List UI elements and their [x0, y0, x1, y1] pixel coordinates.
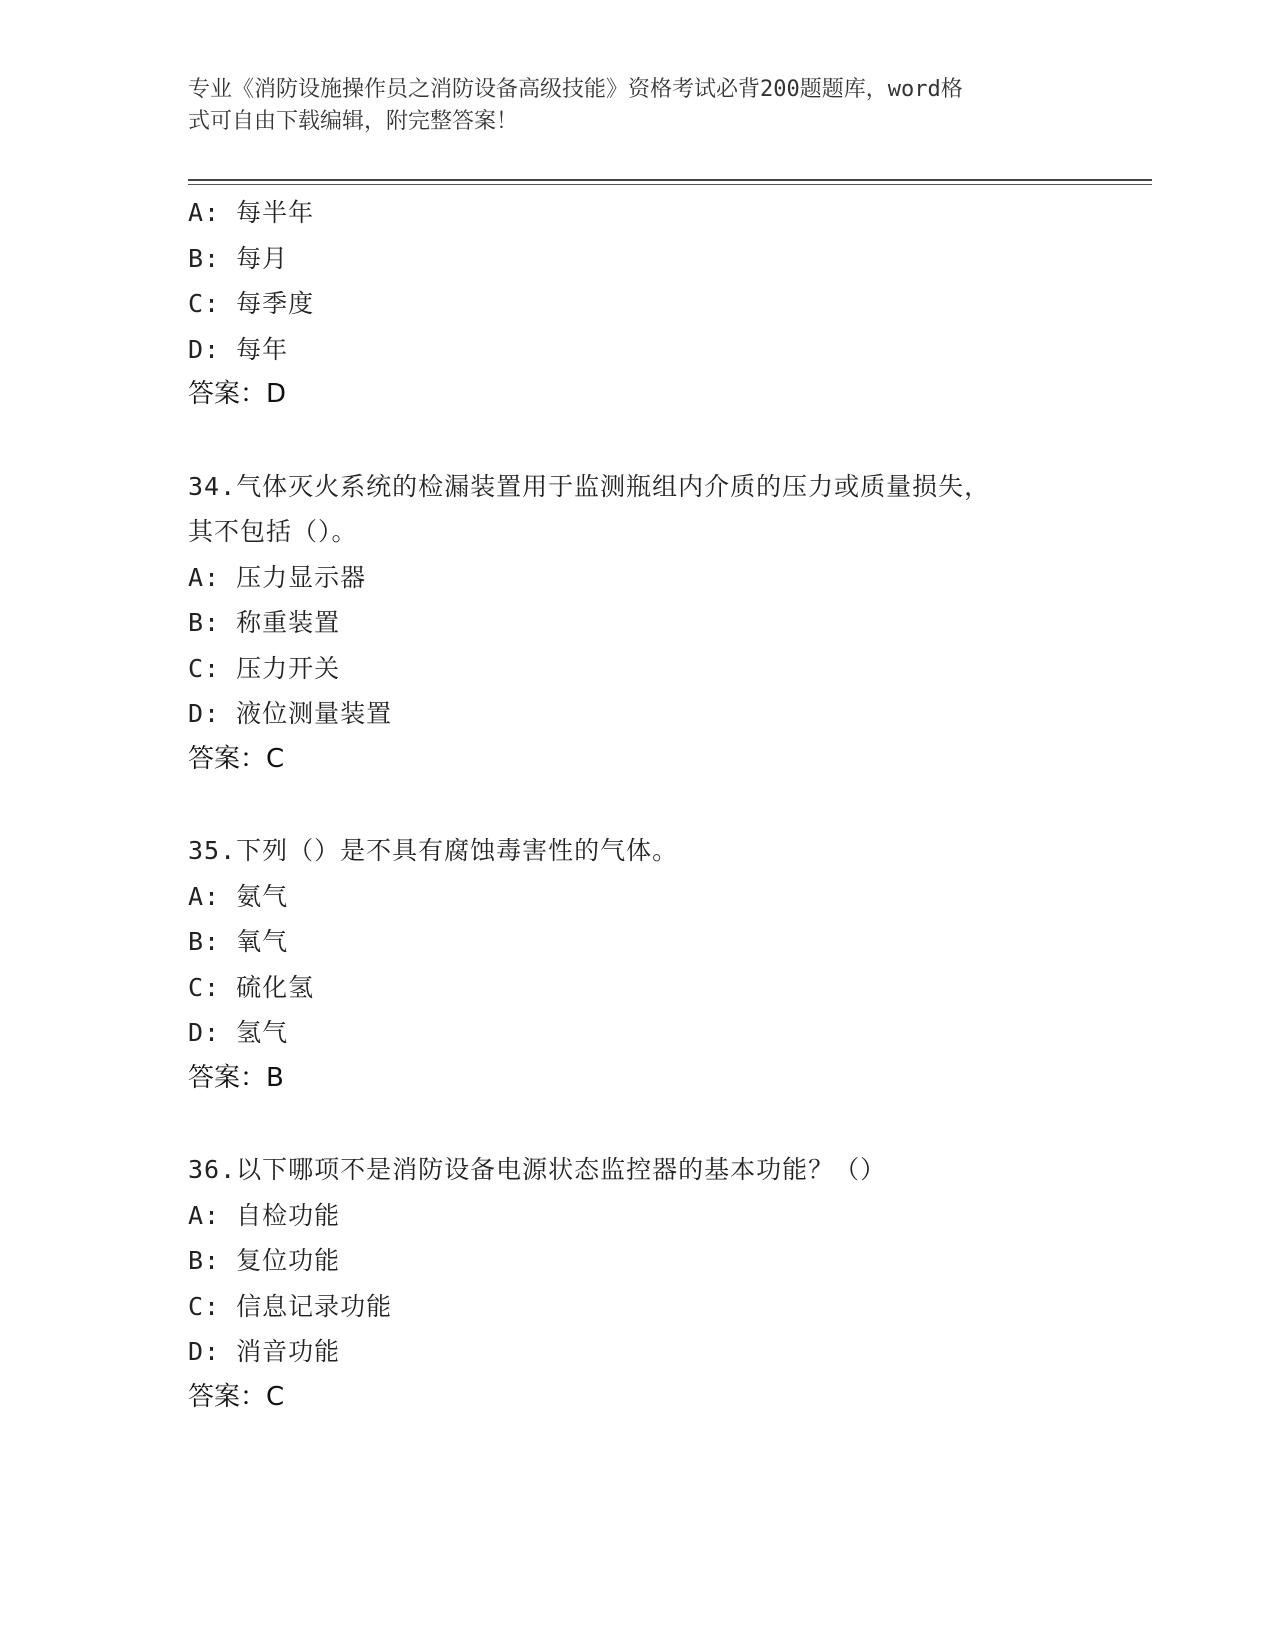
question-stem-line-1: 36.以下哪项不是消防设备电源状态监控器的基本功能？（） [188, 1155, 887, 1184]
question-36 [188, 1147, 1152, 1420]
option-d: D: 每年 [188, 334, 289, 364]
header-line-2: 式可自由下载编辑，附完整答案！ [188, 109, 519, 134]
option-c: C: 硫化氢 [188, 972, 315, 1002]
option-a: A: 压力显示器 [188, 562, 367, 592]
option-a: A: 氨气 [188, 881, 289, 911]
question-stem-line-2: 其不包括（）。 [188, 517, 358, 546]
question-stem-line-1: 34.气体灭火系统的检漏装置用于监测瓶组内介质的压力或质量损失， [188, 471, 991, 501]
header-divider-thick [188, 179, 1152, 181]
option-b: B: 称重装置 [188, 608, 341, 637]
option-c: C: 压力开关 [188, 653, 341, 683]
question-33 [188, 190, 1152, 418]
answer-line: 答案：B [188, 1062, 284, 1093]
option-d: D: 氢气 [188, 1018, 289, 1047]
option-a: A: 每半年 [188, 198, 315, 227]
option-d: D: 消音功能 [188, 1337, 341, 1366]
question-35 [188, 828, 1152, 1101]
option-b: B: 每月 [188, 243, 289, 273]
answer-line: 答案：C [188, 1381, 285, 1412]
question-list [188, 190, 1152, 1420]
option-b: B: 氧气 [188, 927, 289, 956]
option-c: C: 信息记录功能 [188, 1291, 393, 1321]
header-divider-thin [188, 184, 1152, 185]
document-header [188, 74, 1068, 138]
option-a: A: 自检功能 [188, 1200, 341, 1230]
question-stem-line-1: 35.下列（）是不具有腐蚀毒害性的气体。 [188, 836, 679, 865]
answer-line: 答案：C [188, 743, 285, 774]
option-c: C: 每季度 [188, 289, 315, 318]
option-d: D: 液位测量装置 [188, 699, 393, 728]
answer-line: 答案：D [188, 379, 287, 409]
header-line-1: 专业《消防设施操作员之消防设备高级技能》资格考试必背200题题库，word格 [188, 77, 963, 102]
question-34 [188, 464, 1152, 783]
option-b: B: 复位功能 [188, 1246, 341, 1275]
